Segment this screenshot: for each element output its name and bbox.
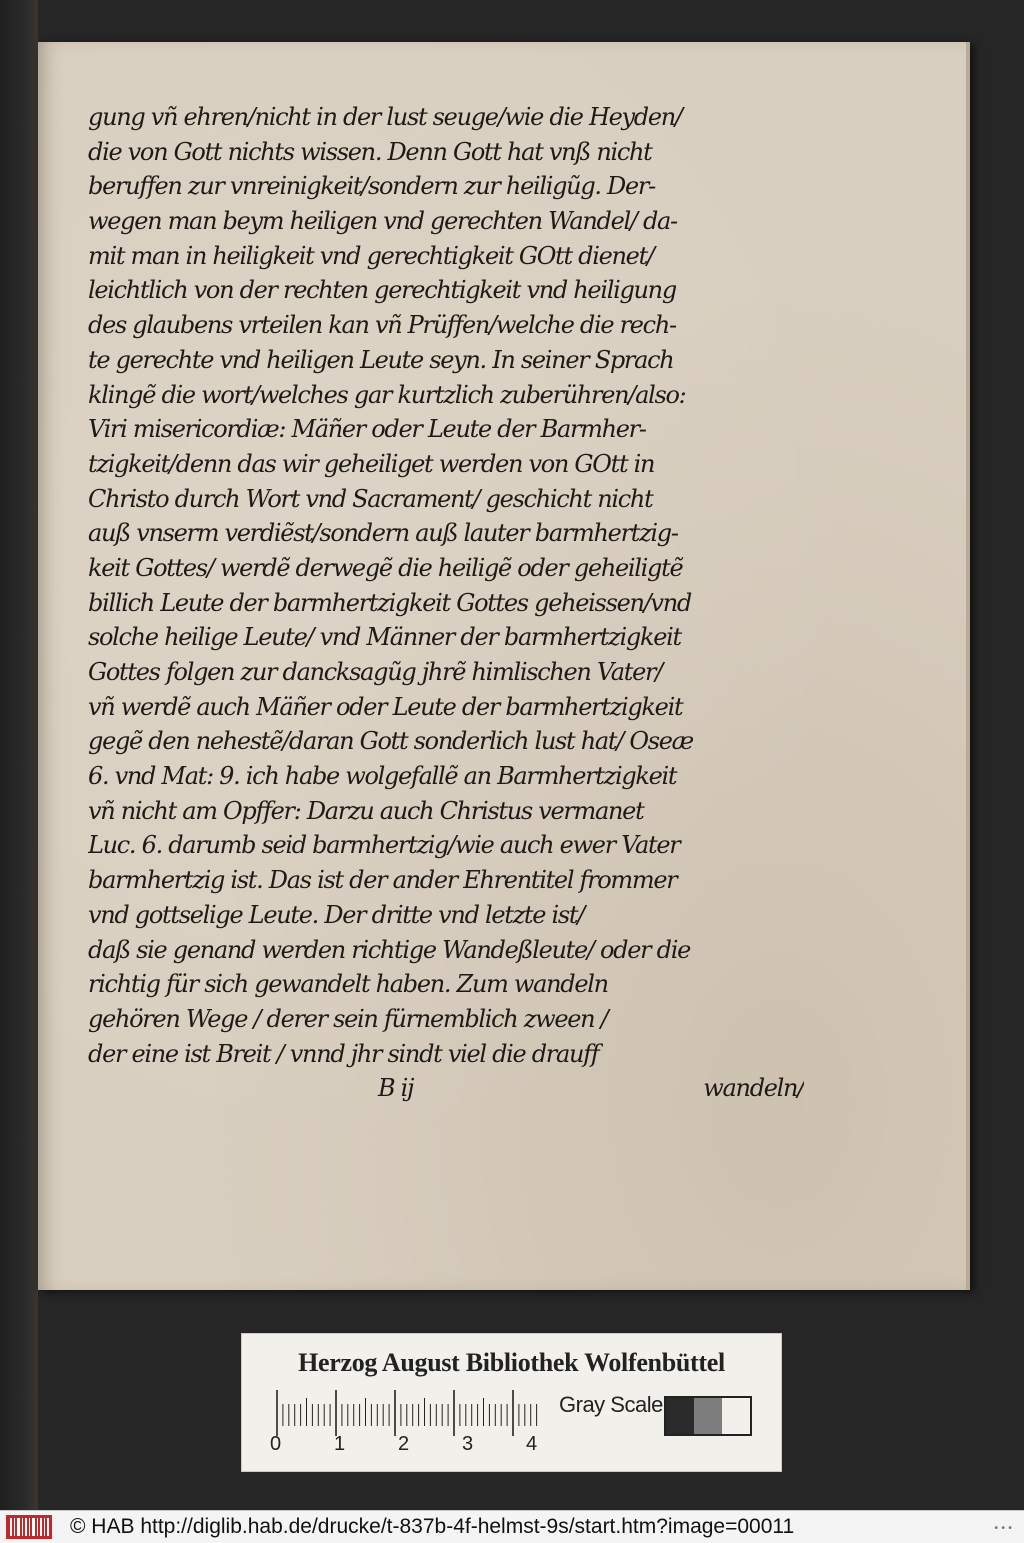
text-line: Viri misericordiæ: Mäñer oder Leute der Barmher- xyxy=(88,415,646,444)
text-line: Gottes folgen zur dancksagũg jhrẽ himlischen Vater/ xyxy=(88,658,662,686)
more-icon[interactable]: ••• xyxy=(993,1523,1014,1534)
ruler-number: 1 xyxy=(334,1433,346,1455)
text-line: richtig für sich gewandelt haben. Zum wandeln xyxy=(88,970,608,999)
text-line: wegen man beym heiligen vnd gerechten Wandel/ da- xyxy=(88,207,677,236)
ruler-numbers xyxy=(266,1433,586,1457)
ruler-number: 2 xyxy=(398,1433,410,1455)
text-line: auß vnserm verdiẽst/sondern auß lauter barmhertzig- xyxy=(88,519,678,548)
text-line: gegẽ den nehestẽ/daran Gott sonderlich lust hat/ Oseæ xyxy=(88,727,693,756)
library-color-card xyxy=(241,1333,782,1472)
signature-mark: B ij xyxy=(378,1074,414,1103)
text-line: vnd gottselige Leute. Der dritte vnd letzte ist/ xyxy=(88,900,585,929)
book-page xyxy=(38,42,970,1290)
status-bar xyxy=(0,1510,1024,1543)
text-line: leichtlich von der rechten gerechtigkeit vnd heiligung xyxy=(88,276,676,305)
ruler-number: 4 xyxy=(526,1433,538,1455)
gray-swatch xyxy=(722,1398,750,1434)
text-line: Luc. 6. darumb seid barmhertzig/wie auch ewer Vater xyxy=(88,831,680,860)
text-line: solche heilige Leute/ vnd Männer der barmhertzigkeit xyxy=(88,623,681,652)
text-line: barmhertzig ist. Das ist der ander Ehrentitel frommer xyxy=(88,866,677,895)
text-line: keit Gottes/ werdẽ derwegẽ die heiligẽ oder geheiligtẽ xyxy=(88,553,683,582)
gray-scale-label: Gray Scale xyxy=(559,1392,663,1417)
text-line: Christo durch Wort vnd Sacrament/ geschicht nicht xyxy=(88,484,653,513)
catchword: wandeln/ xyxy=(703,1074,804,1103)
barcode-icon xyxy=(6,1515,52,1539)
gray-swatch xyxy=(694,1398,722,1434)
library-name: Herzog August Bibliothek Wolfenbüttel xyxy=(298,1348,725,1377)
text-line: billich Leute der barmhertzigkeit Gottes geheissen/vnd xyxy=(88,588,691,617)
text-line: tzigkeit/denn das wir geheiliget werden von GOtt in xyxy=(88,449,655,478)
text-line: te gerechte vnd heiligen Leute seyn. In seiner Sprach xyxy=(88,345,674,374)
text-line: gung vñ ehren/nicht in der lust seuge/wie die Heyden/ xyxy=(88,103,682,131)
text-line: der eine ist Breit / vnnd jhr sindt viel die drauff xyxy=(88,1039,599,1068)
signature-row xyxy=(88,1071,804,1106)
text-line: beruffen zur vnreinigkeit/sondern zur heiligũg. Der- xyxy=(88,172,655,201)
ruler-number: 0 xyxy=(270,1433,282,1455)
page-text xyxy=(88,100,804,1106)
text-line: gehören Wege / derer sein fürnemblich zween / xyxy=(88,1004,608,1033)
text-line: die von Gott nichts wissen. Denn Gott hat vnß nicht xyxy=(88,137,652,166)
text-line: 6. vnd Mat: 9. ich habe wolgefallẽ an Barmhertzigkeit xyxy=(88,762,677,791)
text-line: mit man in heiligkeit vnd gerechtigkeit GOtt dienet/ xyxy=(88,241,654,270)
text-line: daß sie genand werden richtige Wandeßleute/ oder die xyxy=(88,935,690,964)
source-url[interactable]: © HAB http://diglib.hab.de/drucke/t-837b-4f-helmst-9s/start.htm?image=00011 xyxy=(70,1515,795,1538)
text-line: vñ nicht am Opffer: Darzu auch Christus vermanet xyxy=(88,796,644,825)
left-binding-strip xyxy=(0,0,38,1510)
text-line: klingẽ die wort/welches gar kurtzlich zuberühren/also: xyxy=(88,380,686,409)
gray-swatch xyxy=(666,1398,694,1434)
ruler-number: 3 xyxy=(462,1433,474,1455)
text-line: vñ werdẽ auch Mäñer oder Leute der barmhertzigkeit xyxy=(88,692,683,721)
text-line: des glaubens vrteilen kan vñ Prüffen/welche die rech- xyxy=(88,311,676,340)
gray-scale-swatches xyxy=(664,1396,752,1436)
ruler-scale xyxy=(275,1390,545,1436)
